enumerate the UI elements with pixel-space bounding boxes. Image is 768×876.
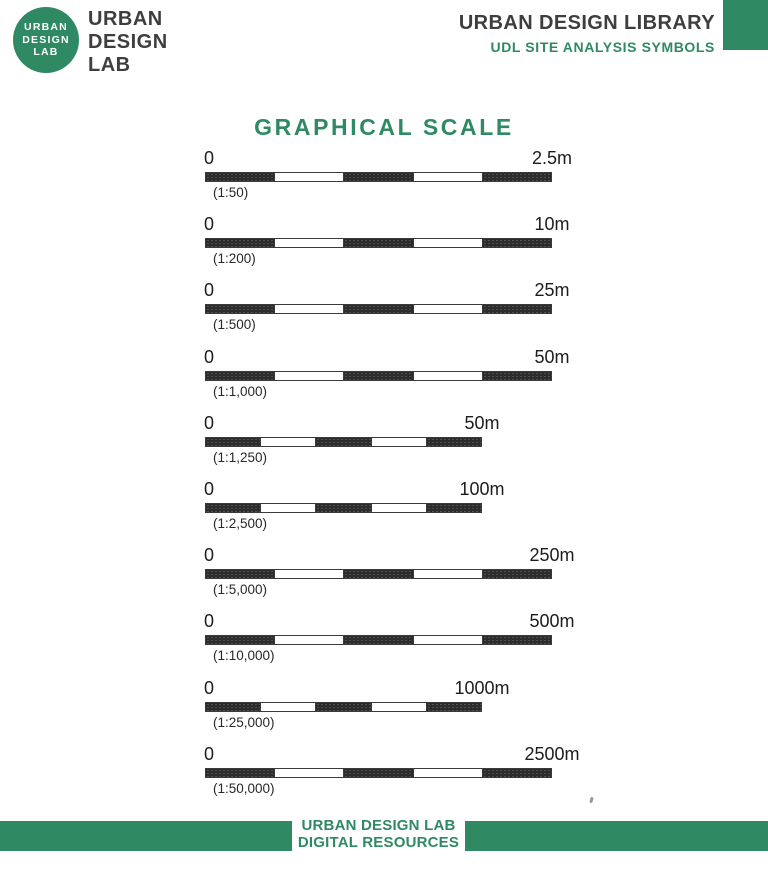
scale-bar [205,768,552,778]
scale-segment-light [413,570,483,578]
max-label: 1000m [454,677,510,698]
zero-label: 0 [204,677,215,698]
scale-segment-dark [206,372,274,380]
wordmark-line-3: LAB [88,54,131,76]
scale-segment-light [371,438,427,446]
zero-label: 0 [204,346,215,367]
scale-segment-dark [206,703,260,711]
zero-label: 0 [204,280,215,301]
ratio-label: (1:2,500) [213,515,268,531]
scale-segment-dark [483,239,551,247]
scale-segment-dark [206,504,260,512]
ratio-label: (1:50,000) [213,780,275,796]
scale-segment-light [260,703,316,711]
scale-segment-light [371,703,427,711]
scale-segment-light [260,438,316,446]
logo-line-2: DESIGN [22,33,70,46]
ratio-label: (1:500) [213,317,256,333]
max-label: 500m [529,611,575,632]
scale-segment-light [413,173,483,181]
ratio-label: (1:10,000) [213,648,275,664]
scale-segment-dark [483,372,551,380]
scale-segment-light [413,239,483,247]
max-label: 50m [464,412,500,433]
wordmark-line-2: DESIGN [88,31,168,53]
scale-segment-dark [344,769,412,777]
scale-bar-row [204,148,573,214]
scale-bar-row [204,743,580,810]
zero-label: 0 [204,214,215,235]
scale-segment-dark [483,636,551,644]
scale-segment-dark [316,438,370,446]
zero-label: 0 [204,743,215,764]
scale-segment-light [260,504,316,512]
scale-bar-row [204,214,570,280]
scale-segment-dark [344,372,412,380]
scale-bar-row [204,412,500,479]
scale-segment-dark [206,173,274,181]
logo-line-3: LAB [33,46,59,59]
scale-segment-dark [206,305,274,313]
scale-segment-dark [483,570,551,578]
ratio-label: (1:25,000) [213,714,275,730]
scale-segment-dark [427,504,481,512]
max-label: 250m [529,545,575,566]
ratio-label: (1:50) [213,185,249,200]
scale-bar-row [204,478,505,545]
scale-segment-dark [206,636,274,644]
ratio-label: (1:200) [213,251,256,267]
scale-segment-dark [344,173,412,181]
scale-segment-light [274,305,344,313]
scale-segment-light [413,769,483,777]
scale-segment-light [274,769,344,777]
scale-bar-row [204,346,570,413]
scale-segment-dark [344,305,412,313]
footer-text [292,818,465,851]
scale-segment-light [274,570,344,578]
scale-bar [205,304,552,314]
scale-bar-row [204,280,570,346]
scale-bar [205,238,552,248]
scale-bar [205,172,552,182]
scale-segment-light [413,636,483,644]
scale-segment-light [413,305,483,313]
zero-label: 0 [204,148,215,168]
page-title: GRAPHICAL SCALE [254,114,514,140]
scale-segment-dark [344,570,412,578]
scale-segment-dark [427,438,481,446]
scale-bar [205,702,482,712]
wordmark-line-1: URBAN [88,8,163,30]
scale-bars [204,148,580,810]
scale-segment-light [274,636,344,644]
library-title: URBAN DESIGN LIBRARY [458,12,715,34]
scale-bar [205,569,552,579]
scale-segment-dark [206,769,274,777]
ratio-label: (1:1,000) [213,383,268,399]
scale-segment-dark [206,438,260,446]
max-label: 50m [534,346,570,367]
header-right [459,12,715,55]
scale-segment-dark [483,769,551,777]
scale-segment-light [413,372,483,380]
green-corner-block [723,0,768,50]
scale-segment-dark [483,305,551,313]
scale-segment-dark [316,504,370,512]
scale-bar [205,437,482,447]
ratio-label: (1:5,000) [213,582,268,598]
logo-line-1: URBAN [24,21,68,34]
footer-bar-left [0,821,292,851]
max-label: 100m [459,478,505,499]
scale-segment-dark [427,703,481,711]
scale-bar [205,635,552,645]
scale-bar [205,371,552,381]
max-label: 10m [534,214,570,235]
scale-bar [205,503,482,513]
scale-bar-row [204,611,575,677]
scale-segment-light [371,504,427,512]
footer-bar-right [465,821,768,851]
scale-segment-light [274,372,344,380]
zero-label: 0 [204,611,215,632]
zero-label: 0 [204,545,215,566]
max-label: 25m [534,280,570,301]
footer-line-2: DIGITAL RESOURCES [297,833,460,851]
scale-segment-dark [344,636,412,644]
scale-bar-row [204,677,510,744]
max-label: 2.5m [531,148,573,168]
scale-bar-row [204,545,575,611]
scale-segment-dark [344,239,412,247]
scale-segment-dark [206,570,274,578]
zero-label: 0 [204,412,215,433]
brand-wordmark [88,8,168,77]
max-label: 2500m [524,743,580,764]
zero-label: 0 [204,478,215,499]
scale-segment-light [274,239,344,247]
scale-segment-dark [206,239,274,247]
scale-segment-dark [483,173,551,181]
footer-line-1: URBAN DESIGN LAB [301,817,456,834]
ratio-label: (1:1,250) [213,449,268,465]
scale-segment-dark [316,703,370,711]
udl-logo [13,7,79,73]
scan-artifact-speck [589,797,593,804]
library-subtitle: UDL SITE ANALYSIS SYMBOLS [490,39,715,55]
scale-segment-light [274,173,344,181]
